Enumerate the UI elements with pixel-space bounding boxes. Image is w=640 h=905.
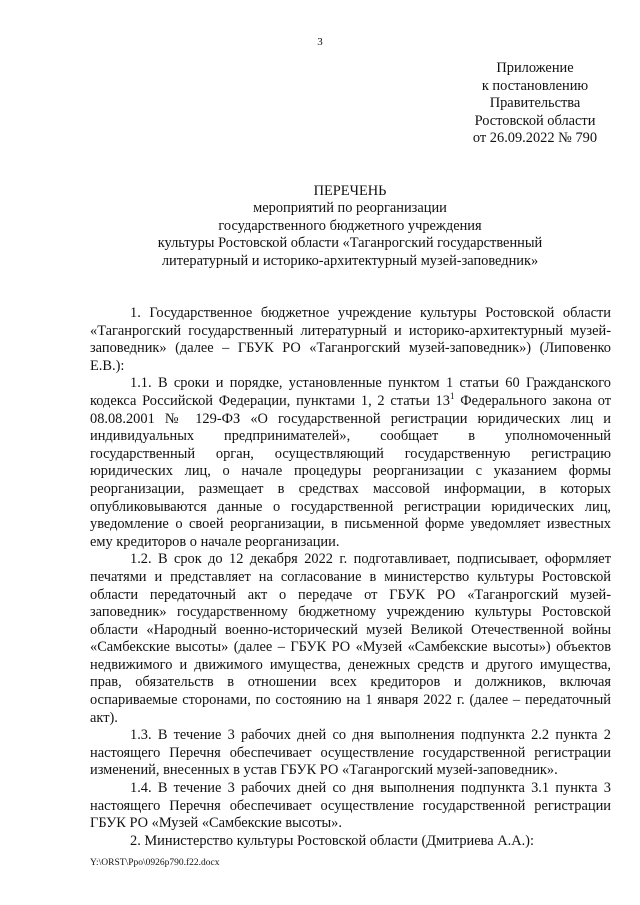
paragraph-1-3: 1.3. В течение 3 рабочих дней со дня выполнения подпункта 2.2 пункта 2 настоящего Перечня обеспечивает осуществление государственной регистрации изменений, внесенных в устав ГБУК РО «Таганрогский музей-заповедник». (90, 727, 611, 779)
paragraph-1: 1. Государственное бюджетное учреждение культуры Ростовской области «Таганрогский государственный литературный и историко-архитектурный музей-заповедник» (далее – ГБУК РО «Таганрогский музей-заповедник») (Липовенко Е.В.): (90, 305, 611, 374)
appendix-line-3: Правительства (489, 95, 581, 112)
appendix-line-2: к постановлению (481, 77, 589, 94)
paragraph-2: 2. Министерство культуры Ростовской области (Дмитриева А.А.): (130, 832, 534, 849)
document-subtitle-line-1: мероприятий по реорганизации (253, 200, 447, 217)
document-title-block (80, 183, 620, 270)
paragraph-1-1-text-b: Федерального закона от 08.08.2001 № 129-ФЗ «О государственной регистрации юридических лиц и индивидуальных предпринимателей», сообщает в уполномоченный государственный орган, осуществляющий государственную регистрацию юридических лиц, о начале процедуры реорганизации с указанием формы реорганизации, размещает в средствах массовой информации, в которых опубликовываются данные о государственной регистрации юридических лиц, уведомление о своей реорганизации, в письменной форме уведомляет известных ему кредиторов о начале реорганизации. (90, 392, 611, 550)
paragraph-1-1-text-a: 1.1. В сроки и порядке, установленные пунктом 1 статьи 60 Гражданского кодекса Российской Федерации, пунктами 1, 2 статьи 13 (90, 375, 611, 409)
footer-file-path: Y:\ORST\Ppo\0926p790.f22.docx (90, 858, 220, 868)
appendix-line-5: от 26.09.2022 № 790 (472, 130, 598, 147)
document-subtitle-line-3: культуры Ростовской области «Таганрогский государственный (157, 235, 543, 252)
paragraph-1-1-superscript: 1 (449, 391, 455, 402)
document-body (90, 305, 611, 850)
document-heading: ПЕРЕЧЕНЬ (313, 183, 387, 199)
document-subtitle-line-2: государственного бюджетного учреждения (218, 217, 482, 234)
appendix-block (440, 60, 630, 148)
appendix-line-4: Ростовской области (474, 112, 596, 129)
paragraph-1-2: 1.2. В срок до 12 декабря 2022 г. подготавливает, подписывает, оформляет печатями и представляет на согласование в министерство культуры Ростовской области передаточный акт о передаче от ГБУК РО «Таганрогский музей-заповедник» государственному бюджетному учреждению культуры Ростовской области «Народный военно-исторический музей Великой Отечественной войны «Самбекские высоты» (далее – ГБУК РО «Музей «Самбекские высоты») объектов недвижимого и движимого имущества, денежных средств и другого имущества, прав, обязательств в отношении всех кредиторов и должников, включая оспариваемые сторонами, по состоянию на 1 января 2022 г. (далее – передаточный акт). (90, 551, 611, 726)
paragraph-1-1 (90, 375, 611, 551)
appendix-line-1: Приложение (496, 60, 574, 76)
document-subtitle-line-4: литературный и историко-архитектурный музей-заповедник» (161, 252, 539, 269)
page-number: 3 (317, 36, 323, 48)
paragraph-1-4: 1.4. В течение 3 рабочих дней со дня выполнения подпункта 3.1 пункта 3 настоящего Перечня обеспечивает осуществление государственной регистрации ГБУК РО «Музей «Самбекские высоты». (90, 780, 611, 832)
